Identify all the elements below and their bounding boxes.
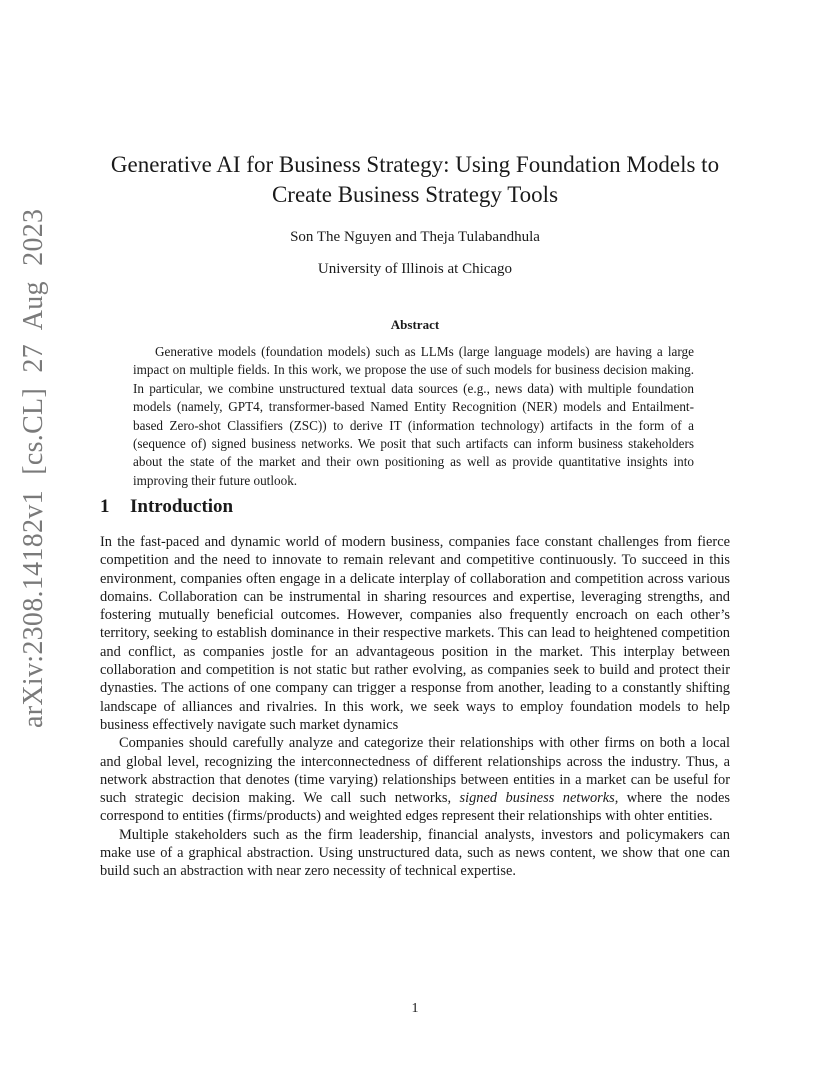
abstract-text: Generative models (foundation models) such as LLMs (large language models) are having a large impact on multiple fields. In this work, we propose the use of such models for business decision making. In particular, we combine unstructured textual data sources (e.g., news data) with multiple foundation models (namely, GPT4, transformer-based Named Entity Recognition (NER) models and Entailment-based Zero-shot Classifiers (ZSC)) to derive IT (information technology) artifacts in the form of a (sequence of) signed business networks. We posit that such artifacts can inform business stakeholders about the state of the market and their own positioning as well as provide quantitative insights into improving their future outlook.	[133, 344, 694, 488]
paragraph-1: In the fast-paced and dynamic world of modern business, companies face constant challenges from fierce competition and the need to innovate to remain relevant and competitive continuously. To succeed in this environment, companies often engage in a delicate interplay of collaboration and competition across various domains. Collaboration can be instrumental in sharing resources and expertise, leveraging strengths, and fostering mutually beneficial outcomes. However, companies also frequently encroach on each other’s territory, seeking to establish dominance in their respective markets. This can lead to heightened competition and conflict, as companies jostle for an advantageous position in the market. This interplay between collaboration and competition is not static but rather evolving, as companies seek to build and protect their dynasties. The actions of one company can trigger a response from another, leading to a constantly shifting landscape of alliances and rivalries. In this work, we seek ways to employ foundation models to help business effectively navigate such market dynamics	[100, 534, 730, 733]
paragraph-2	[100, 734, 730, 825]
introduction-body	[100, 533, 730, 881]
author-affiliation: University of Illinois at Chicago	[317, 261, 513, 277]
paper-title: Generative AI for Business Strategy: Using Foundation Models to Create Business Strategy Tools	[110, 152, 720, 207]
section-title: Introduction	[130, 496, 234, 517]
author-list: Son The Nguyen and Theja Tulabandhula	[290, 229, 540, 245]
paragraph-2-text-end: , where the nodes correspond to entities (firms/products) and weighted edges represent their relationships with ohter entities.	[100, 790, 730, 825]
section-number: 1	[100, 496, 110, 517]
arxiv-identifier-stamp: arXiv:2308.14182v1 [cs.CL] 27 Aug 2023	[18, 208, 49, 728]
page-number: 1	[411, 1001, 419, 1016]
section-heading-introduction	[100, 496, 233, 518]
abstract-heading: Abstract	[390, 317, 440, 332]
paragraph-3: Multiple stakeholders such as the firm leadership, financial analysts, investors and policymakers can make use of a graphical abstraction. Using unstructured data, such as news content, we show that one can build such an abstraction with near zero necessity of technical expertise.	[100, 826, 730, 880]
emphasized-term: signed business networks	[459, 790, 615, 807]
paragraph-2-text-start: Companies should carefully analyze and categorize their relationships with other firms on both a local and global level, recognizing the interconnectedness of different relationships across the industry. Thus, a network abstraction that denotes (time varying) relationships between entities in a market can be useful for such strategic decision making. We call such networks,	[100, 735, 730, 807]
